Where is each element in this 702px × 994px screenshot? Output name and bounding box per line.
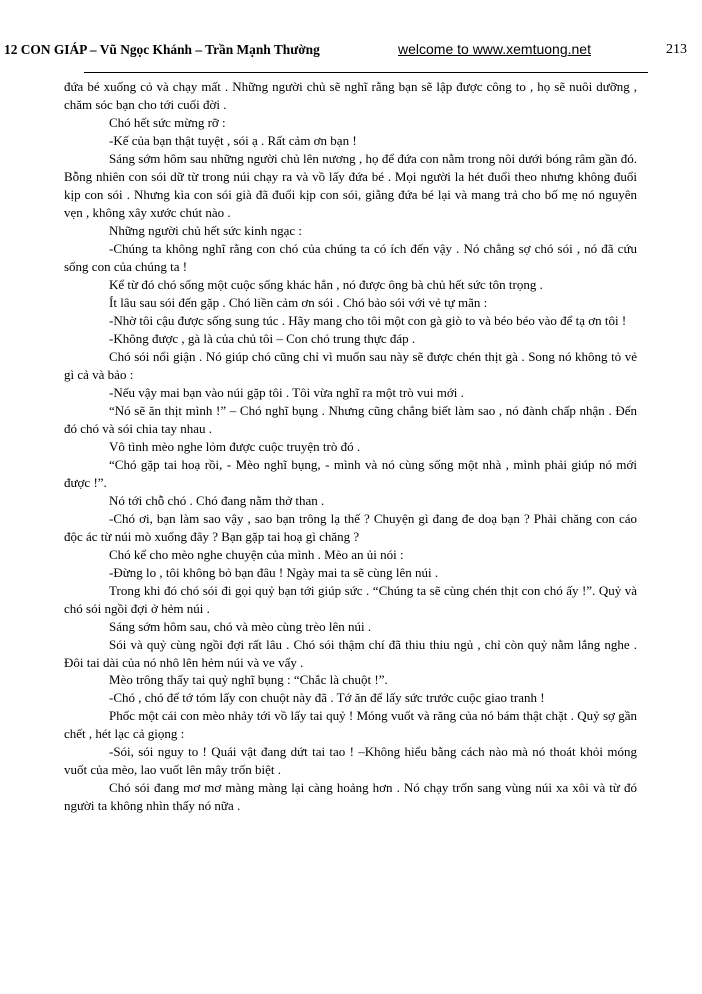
header-divider <box>84 72 648 73</box>
paragraph: -Chúng ta không nghĩ rằng con chó của chúng ta có ích đến vậy . Nó chẳng sợ chó sói , nó đã cứu sống con của chúng ta ! <box>64 240 637 274</box>
paragraph: -Nếu vậy mai bạn vào núi gặp tôi . Tôi vừa nghĩ ra một trò vui mới . <box>109 384 464 400</box>
paragraph: Sói và quỷ cùng ngồi đợi rất lâu . Chó sói thậm chí đã thiu thiu ngủ , chỉ còn quỷ nằm lắng nghe . Đôi tai dài của nó nhô lên hẻm núi và ve vẩy . <box>64 636 637 670</box>
paragraph: đứa bé xuống cỏ và chạy mất . Những người chủ sẽ nghĩ rằng bạn sẽ lập được công to , họ sẽ nuôi dưỡng , chăm sóc bạn cho tới cuối đời . <box>64 79 637 112</box>
page-body <box>64 78 637 815</box>
paragraph: -Nhờ tôi cậu được sống sung túc . Hãy mang cho tôi một con gà giò to và béo béo vào để tạ ơn tôi ! <box>109 312 627 328</box>
paragraph: Mèo trông thấy tai quỷ nghĩ bụng : “Chắc là chuột !”. <box>109 672 388 688</box>
paragraph: Sáng sớm hôm sau, chó và mèo cùng trèo lên núi . <box>109 618 372 634</box>
paragraph: Sáng sớm hôm sau những người chủ lên nương , họ để đứa con nằm trong nôi dưới bóng râm gần đó. Bỗng nhiên con sói dữ từ trong núi chạy ra và vồ lấy đứa bé . Mọi người la hét đuổi theo nhưng không đuổi kịp con sói . Nhưng kìa con sói già đã đuổi kịp con sói, giằng đứa bé lại và mang trả cho bố mẹ nó nguyên vẹn , không xây xước chút nào . <box>64 150 637 220</box>
paragraph: Kể từ đó chó sống một cuộc sống khác hẳn , nó được ông bà chủ hết sức tôn trọng . <box>109 276 543 292</box>
page-number: 213 <box>666 42 687 57</box>
paragraph: -Sói, sói nguy to ! Quái vật đang dứt tai tao ! –Không hiểu bằng cách nào mà nó thoát khỏi móng vuốt của mèo, lao vuốt lên mây trốn biệt . <box>64 744 637 778</box>
paragraph: Vô tình mèo nghe lỏm được cuộc truyện trò đó . <box>109 438 361 454</box>
paragraph: Những người chủ hết sức kinh ngạc : <box>109 222 303 238</box>
website-link[interactable]: welcome to www.xemtuong.net <box>398 41 591 57</box>
paragraph: -Kế của bạn thật tuyệt , sói ạ . Rất cảm ơn bạn ! <box>109 132 357 148</box>
paragraph: Chó kể cho mèo nghe chuyện của mình . Mèo an ủi nói : <box>109 546 404 562</box>
book-title: 12 CON GIÁP – Vũ Ngọc Khánh – Trần Mạnh Thường <box>4 42 320 57</box>
paragraph: “Nó sẽ ăn thịt mình !” – Chó nghĩ bụng . Nhưng cũng chẳng biết làm sao , nó đành chấp nhận . Đến đó chó và sói chia tay nhau . <box>64 402 637 436</box>
paragraph: Ít lâu sau sói đến gặp . Chó liền cảm ơn sói . Chó bảo sói với vẻ tự mãn : <box>109 294 488 310</box>
paragraph: -Đừng lo , tôi không bỏ bạn đâu ! Ngày mai ta sẽ cùng lên núi . <box>109 564 439 580</box>
paragraph: Nó tới chỗ chó . Chó đang nằm thở than . <box>109 492 325 508</box>
paragraph: Chó hết sức mừng rỡ : <box>109 114 226 130</box>
paragraph: -Chó ơi, bạn làm sao vậy , sao bạn trông lạ thế ? Chuyện gì đang đe doạ bạn ? Phải chăng con cáo độc ác từ núi mò xuống đây ? Bạn gặp tai hoạ gì chăng ? <box>64 510 637 544</box>
paragraph: Phốc một cái con mèo nhảy tới vồ lấy tai quỷ ! Móng vuốt và răng của nó bám thật chặt . Quỷ sợ gần chết , hét lạc cả giọng : <box>64 708 637 742</box>
paragraph: Chó sói nổi giận . Nó giúp chó cũng chỉ vì muốn sau này sẽ được chén thịt gà . Song nó không tỏ vẻ gì cả và bảo : <box>64 348 637 382</box>
page-header <box>0 42 702 66</box>
paragraph: -Không được , gà là của chủ tôi – Con chó trung thực đáp . <box>109 330 416 346</box>
paragraph: -Chó , chó để tớ tóm lấy con chuột này đã . Tớ ăn để lấy sức trước cuộc giao tranh ! <box>109 690 545 706</box>
paragraph: Chó sói đang mơ mơ màng màng lại càng hoảng hơn . Nó chạy trốn sang vùng núi xa xôi và từ đó người ta không nhìn thấy nó nữa . <box>64 780 637 814</box>
paragraph: Trong khi đó chó sói đi gọi quỷ bạn tới giúp sức . “Chúng ta sẽ cùng chén thịt con chó ấy !”. Quỷ và chó sói ngồi đợi ở hẻm núi . <box>64 582 637 616</box>
paragraph: “Chó gặp tai hoạ rồi, - Mèo nghĩ bụng, - mình và nó cùng sống một nhà , mình phải giúp nó mới được !”. <box>64 456 637 490</box>
